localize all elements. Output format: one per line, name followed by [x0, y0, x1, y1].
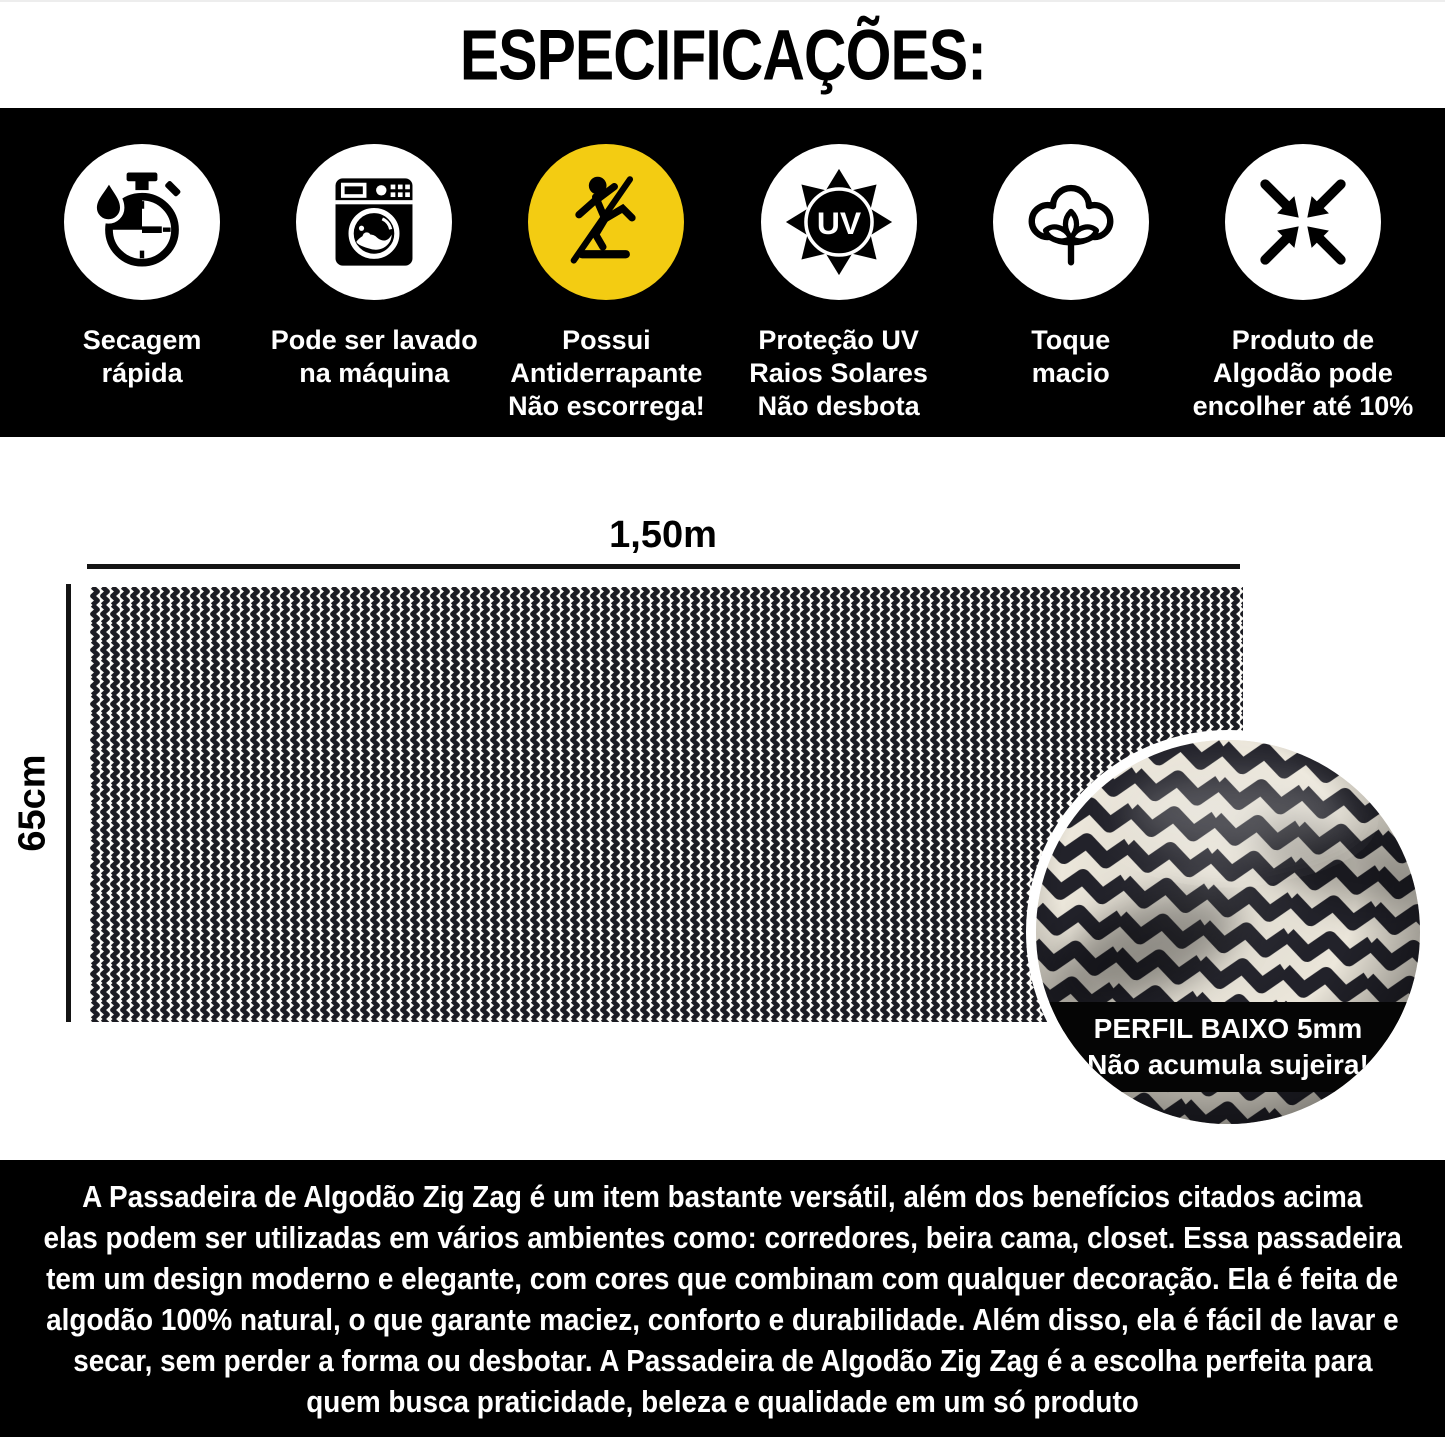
header [0, 2, 1445, 108]
height-measure-line [66, 584, 71, 1022]
detail-photo [1026, 730, 1430, 1134]
uv-text: UV [816, 204, 861, 241]
footer-text-line: secar, sem perder a forma ou desbotar. A Passadeira de Algodão Zig Zag é a escolha perfeita para [72, 1343, 1373, 1378]
slip-warning-icon [554, 170, 658, 274]
feature-circle [64, 144, 220, 300]
feature-label: Toque macio [1031, 325, 1111, 388]
feature-fast-drying [26, 144, 258, 437]
footer-text-line: tem um design moderno e elegante, com cores que combinam com qualquer decoração. Ela é feita de [46, 1261, 1399, 1296]
feature-label: Produto de Algodão pode encolher até 10% [1192, 325, 1414, 421]
width-label: 1,50m [609, 514, 717, 556]
detail-caption [1036, 1002, 1420, 1092]
feature-soft-touch [955, 144, 1187, 437]
feature-label: Secagem rápida [82, 325, 202, 388]
page-title: ESPECIFICAÇÕES: [459, 14, 986, 96]
feature-circle [296, 144, 452, 300]
stopwatch-drop-icon [87, 167, 197, 277]
washing-machine-icon [322, 170, 426, 274]
feature-label: Pode ser lavado na máquina [270, 325, 478, 388]
uv-sun-icon [780, 163, 898, 281]
height-label: 65cm [11, 754, 54, 852]
feature-uv-protection [723, 144, 955, 437]
footer-banner [0, 1160, 1445, 1437]
feature-circle [1225, 144, 1381, 300]
shrink-arrows-icon [1249, 168, 1357, 276]
feature-anti-slip [490, 144, 722, 437]
feature-circle [761, 144, 917, 300]
feature-circle-yellow [528, 144, 684, 300]
footer-text-line: elas podem ser utilizadas em vários ambientes como: corredores, beira cama, closet. Essa passadeira [43, 1220, 1402, 1255]
feature-machine-washable [258, 144, 490, 437]
width-measure-line [87, 564, 1240, 569]
footer-text-line: A Passadeira de Algodão Zig Zag é um item bastante versátil, além dos benefícios citados acima [82, 1179, 1363, 1214]
feature-shrinkage [1187, 144, 1419, 437]
cotton-flower-icon [1018, 169, 1124, 275]
feature-circle [993, 144, 1149, 300]
feature-label: Proteção UV Raios Solares Não desbota [749, 325, 928, 421]
footer-text-line: quem busca praticidade, beleza e qualidade em um só produto [306, 1384, 1139, 1419]
detail-caption-line2: Não acumula sujeira! [1087, 1049, 1369, 1080]
footer-text-line: algodão 100% natural, o que garante maciez, conforto e durabilidade. Além disso, ela é fácil de lavar e [46, 1302, 1399, 1337]
detail-caption-line1: PERFIL BAIXO 5mm [1093, 1013, 1363, 1044]
feature-label: Possui Antiderrapante Não escorrega! [508, 325, 705, 421]
features-band [0, 108, 1445, 437]
